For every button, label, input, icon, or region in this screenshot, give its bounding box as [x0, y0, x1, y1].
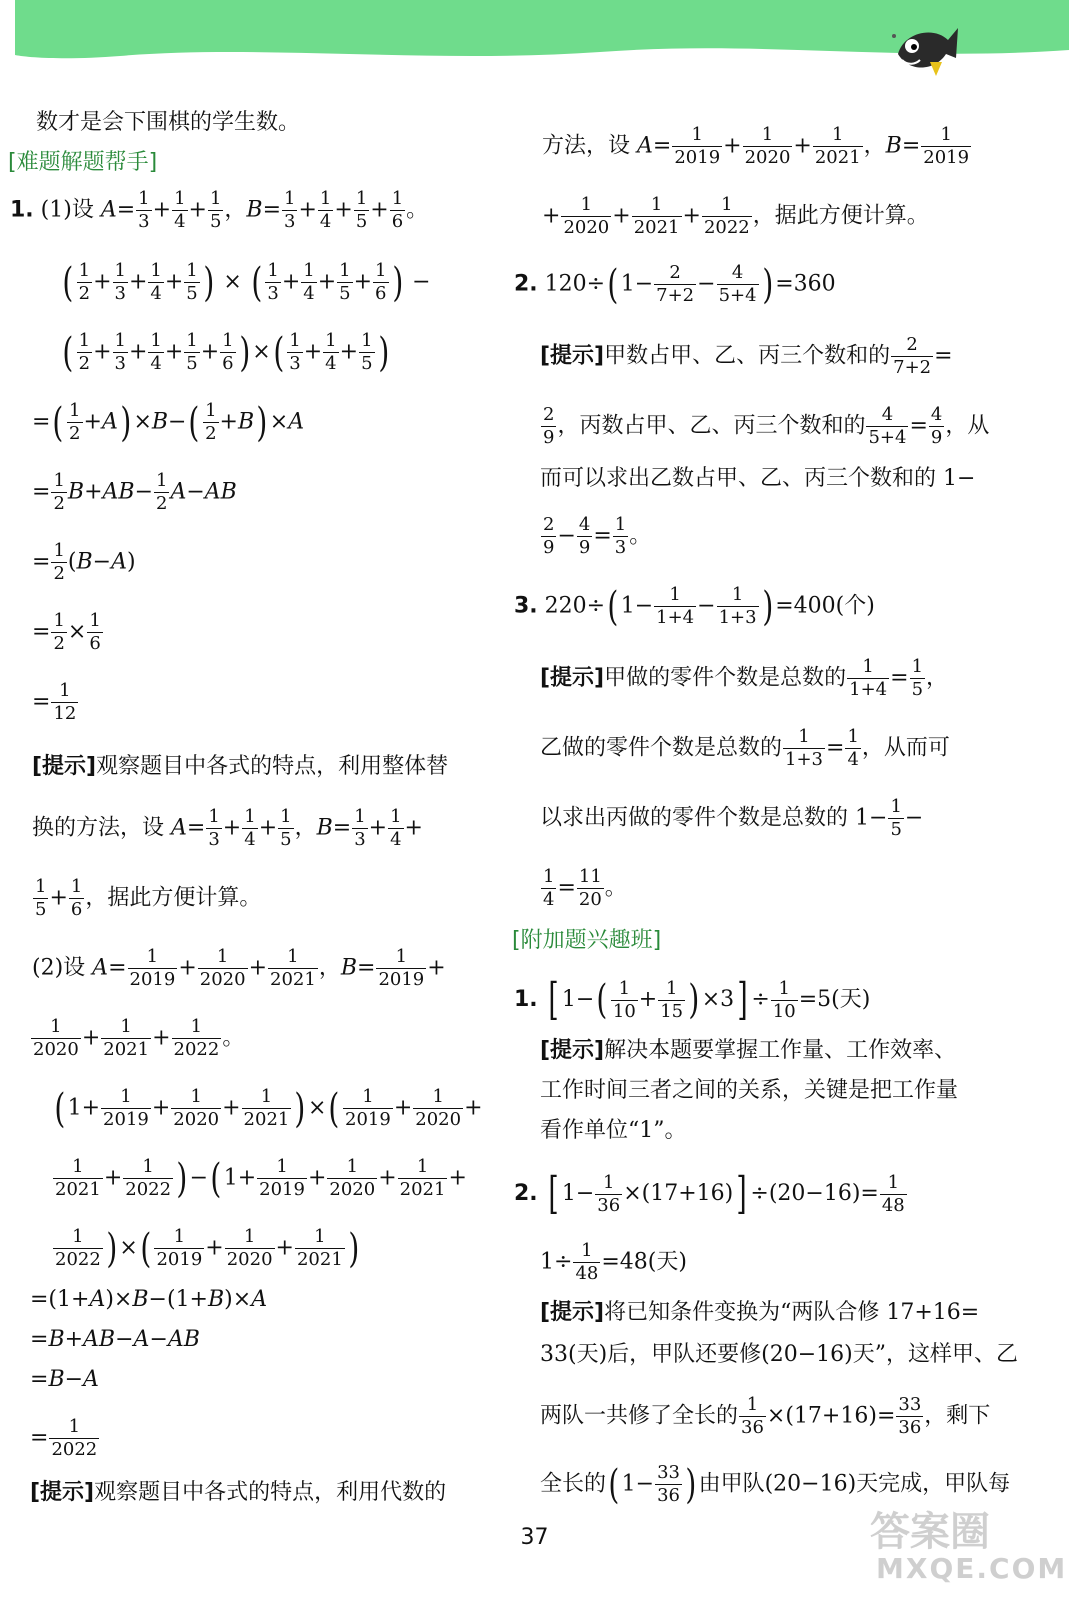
tip-e2-c: 两队一共修了全长的 $\frac{1}{36}$ ×(17+16)= $\frac{33}{36}$ ，剩下 — [540, 1394, 991, 1438]
tip-e2-b: 33(天)后，甲队还要修(20−16)天”，这样甲、乙 — [540, 1342, 1018, 1367]
tip-q3-d: $\frac{1}{4}$ = $\frac{11}{20}$ 。 — [543, 866, 627, 910]
q1-part1-setup: 1. (1)设 A= $\frac{1}{3}$ + $\frac{1}{4}$ + $\frac{1}{5}$ ，B= $\frac{1}{3}$ + $\frac{1}{4}$ + $\frac{1}{5}$ + $\frac{1}{6}$ 。 — [10, 188, 429, 232]
q1-part2-expr2: $\frac{1}{2021}$ + $\frac{1}{2022}$ ) −( 1+ $\frac{1}{2019}$ + $\frac{1}{2020}$ + $\frac{1}{2021}$ + — [55, 1155, 467, 1202]
q1-part2-step3: =B−A — [30, 1367, 99, 1392]
q1-part2-step2: =B+AB−A−AB — [30, 1327, 200, 1352]
page-number: 37 — [520, 1525, 549, 1550]
tip-2: [提示]观察题目中各式的特点，利用代数的 — [30, 1480, 447, 1505]
watermark-line1: 答案圈 — [870, 1509, 990, 1555]
q1-part2-setup-cont: $\frac{1}{2020}$ + $\frac{1}{2021}$ + $\frac{1}{2022}$ 。 — [33, 1016, 245, 1060]
section-title-extra: [附加题兴趣班] — [512, 928, 662, 953]
q1-step1: =( $\frac{1}{2}$ +A) ×B−( $\frac{1}{2}$ +B) ×A — [32, 399, 305, 446]
q1-part2-result: = $\frac{1}{2022}$ — [30, 1416, 98, 1460]
q3-equation: 3. 220÷( 1− $\frac{1}{1+4}$ − $\frac{1}{1+3}$ ) =400(个) — [514, 583, 875, 630]
tip-q3-b: 乙做的零件个数是总数的 $\frac{1}{1+3}$ = $\frac{1}{4}$ ，从而可 — [540, 726, 950, 770]
tip-e1-b: 工作时间三者之间的关系，关键是把工作量 — [540, 1078, 959, 1103]
q1-part2-expr3: $\frac{1}{2022}$ ) ×( $\frac{1}{2019}$ + $\frac{1}{2020}$ + $\frac{1}{2021}$ ) — [55, 1225, 360, 1272]
tip-q3-a: [提示]甲做的零件个数是总数的 $\frac{1}{1+4}$ = $\frac{1}{5}$ ， — [540, 656, 949, 700]
q1-part2-step1: =(1+A)×B−(1+B)×A — [30, 1287, 268, 1312]
q1-expr-line2: ( $\frac{1}{2}$ + $\frac{1}{3}$ + $\frac{1}{4}$ + $\frac{1}{5}$ + $\frac{1}{6}$ ) ×( $\frac{1}{3}$ + $\frac{1}{4}$ + $\frac{1}{5}$ ) — [62, 329, 389, 376]
extra-q2-line2: 1÷ $\frac{1}{48}$ =48(天) — [540, 1240, 687, 1284]
extra-q1-equation: 1. [ 1−( $\frac{1}{10}$ + $\frac{1}{15}$ ) ×3] ÷ $\frac{1}{10}$ =5(天) — [514, 974, 871, 1025]
tip-q2-d: $\frac{2}{9}$ − $\frac{4}{9}$ = $\frac{1}{3}$ 。 — [543, 514, 652, 558]
tip-e1-c: 看作单位“1”。 — [540, 1118, 687, 1143]
fish-icon — [890, 18, 960, 80]
q1-result: = $\frac{1}{12}$ — [32, 680, 77, 724]
watermark-line2: MXQE.COM — [876, 1552, 1068, 1585]
q1-expr-line1: ( $\frac{1}{2}$ + $\frac{1}{3}$ + $\frac{1}{4}$ + $\frac{1}{5}$ ) × ( $\frac{1}{3}$ + $\frac{1}{4}$ + $\frac{1}{5}$ + $\frac{1}{6}$ ) − — [62, 259, 431, 306]
tip-q2-c: 而可以求出乙数占甲、乙、丙三个数和的 1− — [540, 466, 976, 491]
tip-1a: [提示]观察题目中各式的特点，利用整体替 — [32, 754, 449, 779]
watermark-logo — [860, 1500, 1068, 1595]
q1-part2-setup: (2)设 A= $\frac{1}{2019}$ + $\frac{1}{2020}$ + $\frac{1}{2021}$ ，B= $\frac{1}{2019}$ + — [32, 946, 446, 990]
tip-q3-c: 以求出丙做的零件个数是总数的 1− $\frac{1}{5}$ − — [540, 796, 924, 840]
tip-e1-a: [提示]解决本题要掌握工作量、工作效率、 — [540, 1038, 957, 1063]
tip-1c: $\frac{1}{5}$ + $\frac{1}{6}$ ，据此方便计算。 — [35, 876, 262, 920]
extra-q2-equation: 2. [ 1− $\frac{1}{36}$ ×(17+16)] ÷(20−16)= $\frac{1}{48}$ — [514, 1168, 905, 1219]
tip-e2-d: 全长的( 1− $\frac{33}{36}$ ) 由甲队(20−16)天完成，甲队每 — [540, 1461, 1011, 1508]
q1-step3: = $\frac{1}{2}$ (B−A) — [32, 540, 136, 584]
right-cont-2: + $\frac{1}{2020}$ + $\frac{1}{2021}$ + $\frac{1}{2022}$ ，据此方便计算。 — [542, 194, 929, 238]
q1-step4: = $\frac{1}{2}$ × $\frac{1}{6}$ — [32, 610, 101, 654]
tip-e2-a: [提示]将已知条件变换为“两队合修 17+16= — [540, 1300, 980, 1325]
question-number: 1. — [10, 197, 34, 223]
tip-q2-a: [提示]甲数占甲、乙、丙三个数和的 $\frac{2}{7+2}$ = — [540, 334, 953, 378]
right-cont-1: 方法，设 A= $\frac{1}{2019}$ + $\frac{1}{2020}$ + $\frac{1}{2021}$ ，B= $\frac{1}{2019}$ — [542, 124, 970, 168]
tip-1b: 换的方法，设 A= $\frac{1}{3}$ + $\frac{1}{4}$ + $\frac{1}{5}$ ，B= $\frac{1}{3}$ + $\frac{1}{4}$ + — [32, 806, 423, 850]
q1-part2-expr1: ( 1+ $\frac{1}{2019}$ + $\frac{1}{2020}$ + $\frac{1}{2021}$ ) ×( $\frac{1}{2019}$ + $\frac{1}{2020}$ + — [54, 1085, 483, 1132]
intro-text: 数才是会下围棋的学生数。 — [36, 110, 301, 135]
q1-step2: = $\frac{1}{2}$ B+AB− $\frac{1}{2}$ A−AB — [32, 470, 237, 514]
section-title-hard: [难题解题帮手] — [8, 150, 158, 175]
tip-q2-b: $\frac{2}{9}$ ，丙数占甲、乙、丙三个数和的 $\frac{4}{5+4}$ = $\frac{4}{9}$ ，从 — [543, 404, 990, 448]
q2-equation: 2. 120÷( 1− $\frac{2}{7+2}$ − $\frac{4}{5+4}$ ) =360 — [514, 261, 836, 308]
